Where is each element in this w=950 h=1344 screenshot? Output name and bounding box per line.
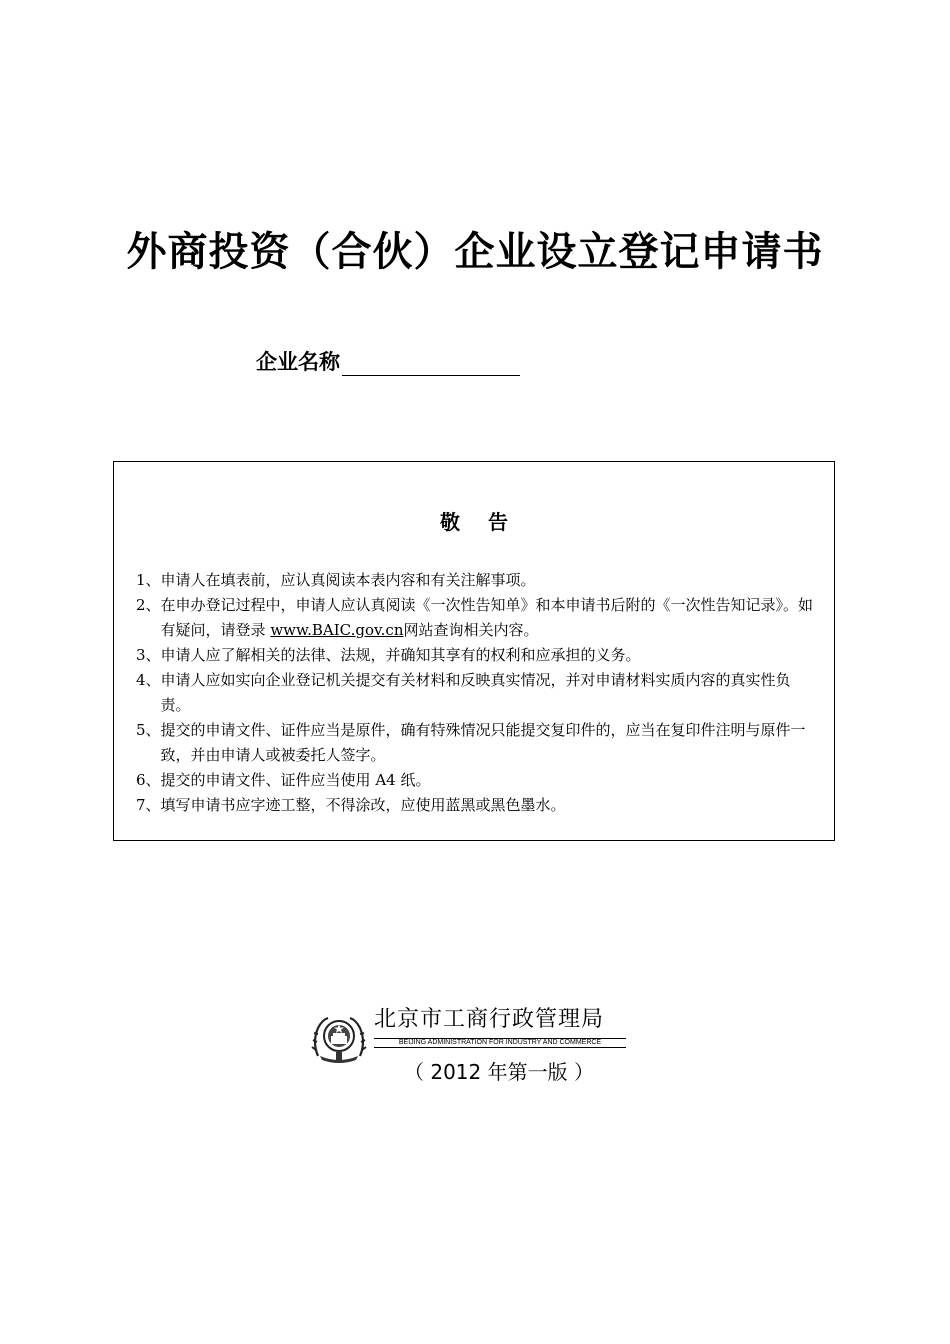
notice-item-1 bbox=[136, 568, 818, 593]
item-text: 申请人应如实向企业登记机关提交有关材料和反映真实情况，并对申请材料实质内容的真实性负责。 bbox=[160, 671, 791, 714]
notice-title: 敬告 bbox=[440, 510, 536, 534]
item-number: 7、 bbox=[136, 796, 161, 814]
item-number: 4、 bbox=[136, 671, 161, 689]
issuer-name-english: BEIJING ADMINISTRATION FOR INDUSTRY AND COMMERCE bbox=[374, 1038, 626, 1048]
item-number: 1、 bbox=[136, 571, 161, 589]
item-text: 填写申请书应字迹工整，不得涂改，应使用蓝黑或黑色墨水。 bbox=[160, 796, 566, 814]
item-text: 申请人应了解相关的法律、法规，并确知其享有的权利和应承担的义务。 bbox=[160, 646, 641, 664]
item-text-part: 在申办登记过程中，申请人应认真阅读《一次性告知单》和本申请书后附的《一次性告知记录》。如有疑问，请登录 bbox=[160, 596, 814, 639]
notice-list bbox=[136, 568, 818, 818]
item-text: 提交的申请文件、证件应当使用 A4 纸。 bbox=[160, 771, 431, 789]
company-name-label: 企业名称 bbox=[256, 350, 340, 374]
national-emblem-icon bbox=[310, 1012, 368, 1064]
notice-box bbox=[113, 461, 835, 841]
notice-item-2 bbox=[136, 593, 818, 643]
item-text: 申请人在填表前，应认真阅读本表内容和有关注解事项。 bbox=[160, 571, 536, 589]
issuer-name: 北京市工商行政管理局 bbox=[374, 1007, 605, 1032]
item-number: 5、 bbox=[136, 721, 161, 739]
notice-item-7 bbox=[136, 793, 818, 818]
notice-item-3 bbox=[136, 643, 818, 668]
issuer-footer bbox=[310, 1000, 650, 1090]
baic-website-link[interactable]: www.BAIC.gov.cn bbox=[270, 621, 404, 639]
item-text bbox=[161, 593, 818, 643]
item-text-part: 网站查询相关内容。 bbox=[403, 621, 539, 639]
item-number: 2、 bbox=[136, 596, 161, 614]
company-name-field[interactable] bbox=[342, 349, 520, 376]
notice-item-5 bbox=[136, 718, 818, 768]
notice-item-6 bbox=[136, 768, 818, 793]
item-number: 3、 bbox=[136, 646, 161, 664]
item-text: 提交的申请文件、证件应当是原件，确有特殊情况只能提交复印件的，应当在复印件注明与原件一致，并由申请人或被委托人签字。 bbox=[160, 721, 806, 764]
document-title: 外商投资（合伙）企业设立登记申请书 bbox=[126, 229, 824, 275]
notice-item-4 bbox=[136, 668, 818, 718]
company-name-row bbox=[256, 346, 520, 376]
item-number: 6、 bbox=[136, 771, 161, 789]
edition-label: （ 2012 年第一版 ） bbox=[404, 1060, 594, 1084]
